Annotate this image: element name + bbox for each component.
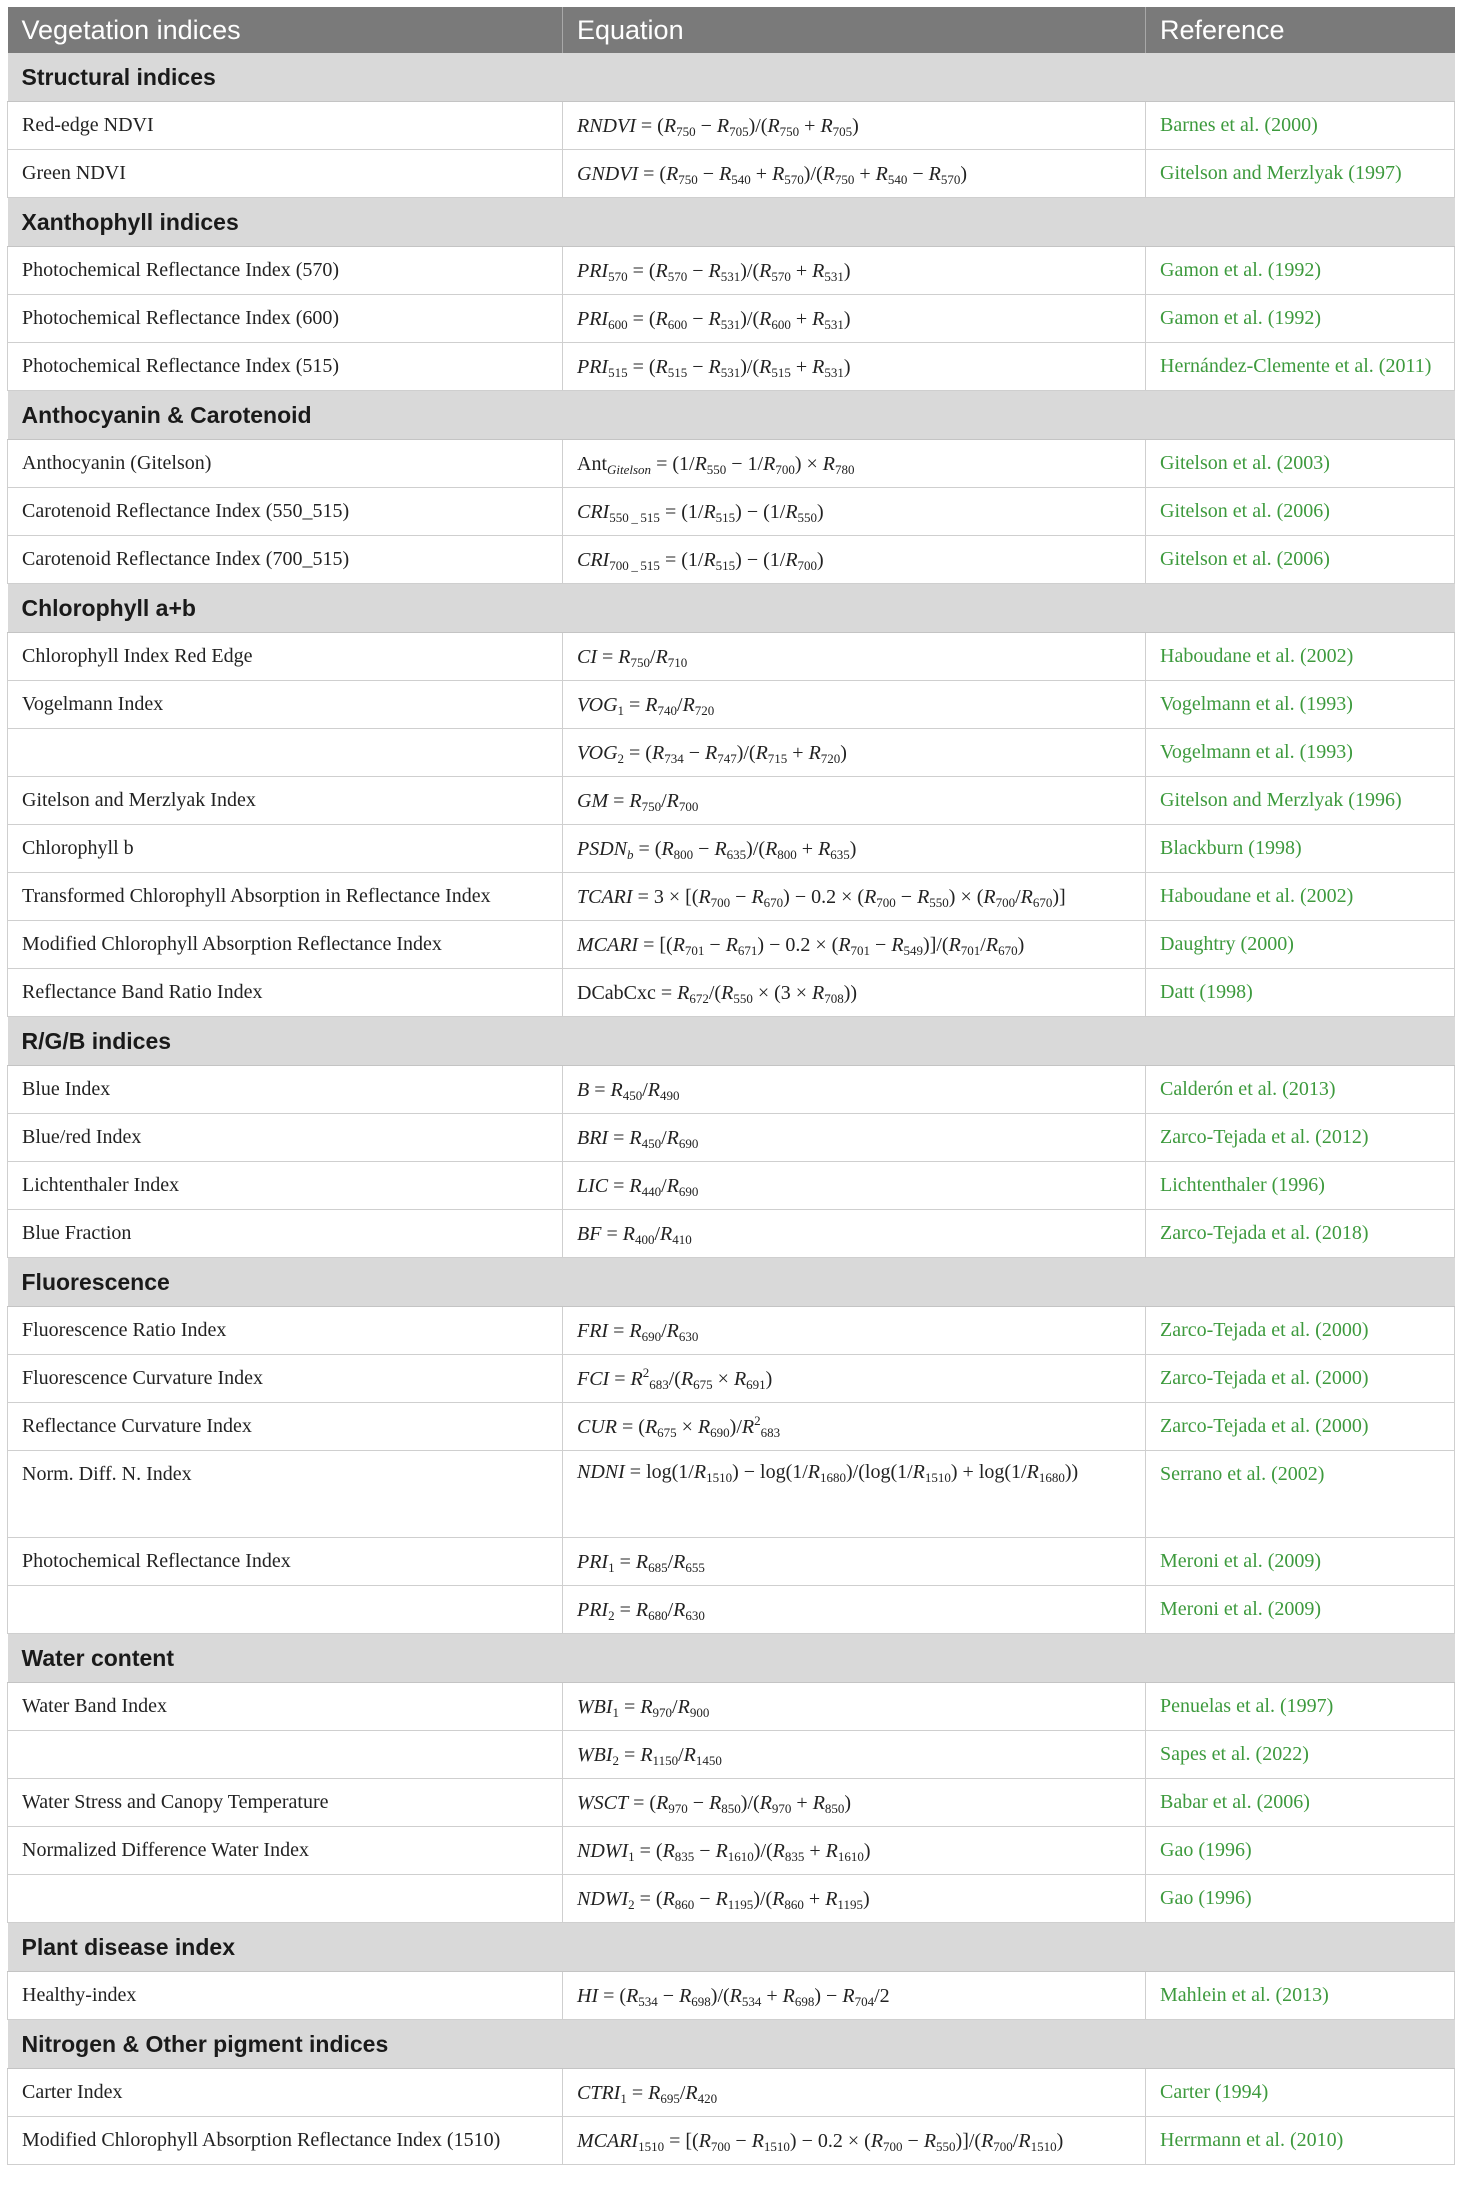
- equation-cell: TCARI = $3 \times [(R_{700} - R_{670}) - 0.2 \times (R_{700} - R_{550}) \times (R_{700}/R_{670})]$: [563, 873, 1146, 921]
- index-name-cell: Carter Index: [8, 2069, 563, 2117]
- index-name-cell: Photochemical Reflectance Index (570): [8, 247, 563, 295]
- equation-cell: HI = $(R_{534} - R_{698})/(R_{534} + R_{698}) - R_{704}/2$: [563, 1972, 1146, 2020]
- index-name-cell: Carotenoid Reflectance Index (550_515): [8, 488, 563, 536]
- index-name-cell: Water Stress and Canopy Temperature: [8, 1779, 563, 1827]
- index-name-cell: Photochemical Reflectance Index: [8, 1538, 563, 1586]
- equation-cell: CI = $R_{750}/R_{710}$: [563, 633, 1146, 681]
- section-row-anthocyanin-carotenoid: [8, 391, 1455, 440]
- equation-cell: $Ant_{Gitelson} = (1/R_{550} - 1/R_{700}) \times R_{780}$: [563, 440, 1146, 488]
- equation-cell: $PRI_1 = R_{685}/R_{655}$: [563, 1538, 1146, 1586]
- reference-link[interactable]: Herrmann et al. (2010): [1146, 2117, 1455, 2165]
- index-name-cell: [8, 1875, 563, 1923]
- table-row: [8, 102, 1455, 150]
- equation-cell: $PSDN_b = (R_{800} - R_{635})/(R_{800} + R_{635})$: [563, 825, 1146, 873]
- vegetation-indices-table: [7, 7, 1455, 2165]
- index-name-cell: Water Band Index: [8, 1683, 563, 1731]
- table-row: [8, 873, 1455, 921]
- header-reference: Reference: [1146, 7, 1455, 53]
- reference-link[interactable]: Barnes et al. (2000): [1146, 102, 1455, 150]
- index-name-cell: Healthy-index: [8, 1972, 563, 2020]
- reference-link[interactable]: Meroni et al. (2009): [1146, 1586, 1455, 1634]
- reference-link[interactable]: Gitelson and Merzlyak (1997): [1146, 150, 1455, 198]
- equation-cell: $VOG_2 = (R_{734} - R_{747})/(R_{715} + R_{720})$: [563, 729, 1146, 777]
- reference-link[interactable]: Sapes et al. (2022): [1146, 1731, 1455, 1779]
- reference-link[interactable]: Vogelmann et al. (1993): [1146, 681, 1455, 729]
- reference-link[interactable]: Zarco-Tejada et al. (2000): [1146, 1307, 1455, 1355]
- table-row: [8, 1403, 1455, 1451]
- equation-cell: $CRI_{700 \_ 515} = (1/R_{515}) - (1/R_{700})$: [563, 536, 1146, 584]
- equation-cell: $PRI_{515} = (R_{515} - R_{531})/(R_{515} + R_{531})$: [563, 343, 1146, 391]
- section-row-xanthophyll-indices: [8, 198, 1455, 247]
- reference-link[interactable]: Serrano et al. (2002): [1146, 1451, 1455, 1538]
- index-name-cell: Norm. Diff. N. Index: [8, 1451, 563, 1538]
- reference-link[interactable]: Gao (1996): [1146, 1827, 1455, 1875]
- equation-cell: $PRI_2 = R_{680}/R_{630}$: [563, 1586, 1146, 1634]
- table-row: [8, 2069, 1455, 2117]
- reference-link[interactable]: Lichtenthaler (1996): [1146, 1162, 1455, 1210]
- section-row-water-content: [8, 1634, 1455, 1683]
- reference-link[interactable]: Zarco-Tejada et al. (2018): [1146, 1210, 1455, 1258]
- section-title: Nitrogen & Other pigment indices: [8, 2020, 1455, 2069]
- section-row-fluorescence: [8, 1258, 1455, 1307]
- table-header: [8, 7, 1455, 53]
- table-row: [8, 777, 1455, 825]
- table-row: [8, 681, 1455, 729]
- table-row: [8, 969, 1455, 1017]
- section-row-nitrogen-other-pigment-indices: [8, 2020, 1455, 2069]
- section-title: Chlorophyll a+b: [8, 584, 1455, 633]
- reference-link[interactable]: Gitelson et al. (2003): [1146, 440, 1455, 488]
- section-row-structural-indices: [8, 53, 1455, 102]
- header-equation: Equation: [563, 7, 1146, 53]
- table-row: [8, 1683, 1455, 1731]
- section-row-plant-disease-index: [8, 1923, 1455, 1972]
- equation-cell: CUR = $(R_{675} \times R_{690})/R^2_{683}$: [563, 1403, 1146, 1451]
- table-row: [8, 1875, 1455, 1923]
- section-title: Xanthophyll indices: [8, 198, 1455, 247]
- equation-cell: $CRI_{550 \_ 515} = (1/R_{515}) - (1/R_{550})$: [563, 488, 1146, 536]
- table-row: [8, 1972, 1455, 2020]
- index-name-cell: [8, 729, 563, 777]
- index-name-cell: Red-edge NDVI: [8, 102, 563, 150]
- section-title: Structural indices: [8, 53, 1455, 102]
- reference-link[interactable]: Gitelson et al. (2006): [1146, 488, 1455, 536]
- table-row: [8, 1066, 1455, 1114]
- equation-cell: MCARI = $[(R_{701} - R_{671}) - 0.2 \times (R_{701} - R_{549})]/(R_{701}/R_{670})$: [563, 921, 1146, 969]
- index-name-cell: Chlorophyll b: [8, 825, 563, 873]
- index-name-cell: Gitelson and Merzlyak Index: [8, 777, 563, 825]
- index-name-cell: Vogelmann Index: [8, 681, 563, 729]
- reference-link[interactable]: Gao (1996): [1146, 1875, 1455, 1923]
- equation-cell: $CTRI_1 = R_{695}/R_{420}$: [563, 2069, 1146, 2117]
- index-name-cell: Fluorescence Curvature Index: [8, 1355, 563, 1403]
- vegetation-indices-table-container: [7, 7, 1454, 2165]
- equation-cell: $B = R_{450}/R_{490}$: [563, 1066, 1146, 1114]
- reference-link[interactable]: Zarco-Tejada et al. (2012): [1146, 1114, 1455, 1162]
- equation-cell: $MCARI_{1510} = [(R_{700} - R_{1510}) - 0.2 \times (R_{700} - R_{550})]/(R_{700}/R_{1510})$: [563, 2117, 1146, 2165]
- reference-link[interactable]: Daughtry (2000): [1146, 921, 1455, 969]
- table-row: [8, 343, 1455, 391]
- index-name-cell: Chlorophyll Index Red Edge: [8, 633, 563, 681]
- equation-cell: $NDWI_2 = (R_{860} - R_{1195})/(R_{860} + R_{1195})$: [563, 1875, 1146, 1923]
- section-row-chlorophyll-a-b: [8, 584, 1455, 633]
- index-name-cell: Reflectance Band Ratio Index: [8, 969, 563, 1017]
- index-name-cell: Photochemical Reflectance Index (515): [8, 343, 563, 391]
- section-title: R/G/B indices: [8, 1017, 1455, 1066]
- equation-cell: FRI = $R_{690}/R_{630}$: [563, 1307, 1146, 1355]
- table-row: [8, 1355, 1455, 1403]
- table-row: [8, 1586, 1455, 1634]
- reference-link[interactable]: Zarco-Tejada et al. (2000): [1146, 1355, 1455, 1403]
- index-name-cell: Fluorescence Ratio Index: [8, 1307, 563, 1355]
- equation-cell: $PRI_{570} = (R_{570} - R_{531})/(R_{570} + R_{531})$: [563, 247, 1146, 295]
- index-name-cell: Reflectance Curvature Index: [8, 1403, 563, 1451]
- section-title: Plant disease index: [8, 1923, 1455, 1972]
- reference-link[interactable]: Haboudane et al. (2002): [1146, 633, 1455, 681]
- index-name-cell: Normalized Difference Water Index: [8, 1827, 563, 1875]
- equation-cell: BF = $R_{400}/R_{410}$: [563, 1210, 1146, 1258]
- section-row-r-g-b-indices: [8, 1017, 1455, 1066]
- table-row: [8, 1210, 1455, 1258]
- reference-link[interactable]: Calderón et al. (2013): [1146, 1066, 1455, 1114]
- table-row: [8, 1451, 1455, 1538]
- section-title: Water content: [8, 1634, 1455, 1683]
- equation-cell: FCI = $R^2_{683}/(R_{675} \times R_{691})$: [563, 1355, 1146, 1403]
- index-name-cell: Anthocyanin (Gitelson): [8, 440, 563, 488]
- reference-link[interactable]: Meroni et al. (2009): [1146, 1538, 1455, 1586]
- header-vegetation-indices: Vegetation indices: [8, 7, 563, 53]
- equation-cell: LIC = $R_{440}/R_{690}$: [563, 1162, 1146, 1210]
- table-body: [8, 53, 1455, 2165]
- table-row: [8, 247, 1455, 295]
- section-title: Fluorescence: [8, 1258, 1455, 1307]
- index-name-cell: Transformed Chlorophyll Absorption in Reflectance Index: [8, 873, 563, 921]
- equation-cell: $NDWI_1 = (R_{835} - R_{1610})/(R_{835} + R_{1610})$: [563, 1827, 1146, 1875]
- table-row: [8, 150, 1455, 198]
- reference-link[interactable]: Gitelson et al. (2006): [1146, 536, 1455, 584]
- equation-cell: $WBI_1 = R_{970}/R_{900}$: [563, 1683, 1146, 1731]
- index-name-cell: Modified Chlorophyll Absorption Reflectance Index: [8, 921, 563, 969]
- table-row: [8, 1731, 1455, 1779]
- section-title: Anthocyanin & Carotenoid: [8, 391, 1455, 440]
- table-row: [8, 633, 1455, 681]
- index-name-cell: Blue Fraction: [8, 1210, 563, 1258]
- table-row: [8, 488, 1455, 536]
- table-row: [8, 1779, 1455, 1827]
- equation-cell: DCabCxc = $R_{672}/(R_{550} \times (3 \times R_{708}))$: [563, 969, 1146, 1017]
- reference-link[interactable]: Carter (1994): [1146, 2069, 1455, 2117]
- reference-link[interactable]: Hernández-Clemente et al. (2011): [1146, 343, 1455, 391]
- index-name-cell: Blue Index: [8, 1066, 563, 1114]
- reference-link[interactable]: Penuelas et al. (1997): [1146, 1683, 1455, 1731]
- table-row: [8, 825, 1455, 873]
- equation-cell: NDNI = $\log(1/R_{1510}) - \log(1/R_{1680})/(\log(1/R_{1510}) + \log(1/R_{1680}))$: [563, 1451, 1146, 1538]
- equation-cell: $VOG_1 = R_{740}/R_{720}$: [563, 681, 1146, 729]
- index-name-cell: Lichtenthaler Index: [8, 1162, 563, 1210]
- table-row: [8, 2117, 1455, 2165]
- index-name-cell: Green NDVI: [8, 150, 563, 198]
- table-row: [8, 536, 1455, 584]
- index-name-cell: Blue/red Index: [8, 1114, 563, 1162]
- table-row: [8, 729, 1455, 777]
- reference-link[interactable]: Datt (1998): [1146, 969, 1455, 1017]
- index-name-cell: Photochemical Reflectance Index (600): [8, 295, 563, 343]
- reference-link[interactable]: Haboudane et al. (2002): [1146, 873, 1455, 921]
- reference-link[interactable]: Gitelson and Merzlyak (1996): [1146, 777, 1455, 825]
- index-name-cell: [8, 1586, 563, 1634]
- reference-link[interactable]: Blackburn (1998): [1146, 825, 1455, 873]
- index-name-cell: [8, 1731, 563, 1779]
- table-row: [8, 1162, 1455, 1210]
- reference-link[interactable]: Vogelmann et al. (1993): [1146, 729, 1455, 777]
- reference-link[interactable]: Babar et al. (2006): [1146, 1779, 1455, 1827]
- reference-link[interactable]: Gamon et al. (1992): [1146, 247, 1455, 295]
- equation-cell: $PRI_{600} = (R_{600} - R_{531})/(R_{600} + R_{531})$: [563, 295, 1146, 343]
- table-row: [8, 1307, 1455, 1355]
- table-row: [8, 1538, 1455, 1586]
- equation-cell: BRI = $R_{450}/R_{690}$: [563, 1114, 1146, 1162]
- index-name-cell: Carotenoid Reflectance Index (700_515): [8, 536, 563, 584]
- reference-link[interactable]: Zarco-Tejada et al. (2000): [1146, 1403, 1455, 1451]
- table-row: [8, 921, 1455, 969]
- table-row: [8, 1827, 1455, 1875]
- table-row: [8, 440, 1455, 488]
- equation-cell: RNDVI = $(R_{750} - R_{705})/(R_{750} + R_{705})$: [563, 102, 1146, 150]
- reference-link[interactable]: Mahlein et al. (2013): [1146, 1972, 1455, 2020]
- equation-cell: GM = $R_{750}/R_{700}$: [563, 777, 1146, 825]
- equation-cell: $WBI_2 = R_{1150}/R_{1450}$: [563, 1731, 1146, 1779]
- table-row: [8, 295, 1455, 343]
- reference-link[interactable]: Gamon et al. (1992): [1146, 295, 1455, 343]
- equation-cell: GNDVI = $(R_{750} - R_{540} + R_{570})/(R_{750} + R_{540} - R_{570})$: [563, 150, 1146, 198]
- index-name-cell: Modified Chlorophyll Absorption Reflectance Index (1510): [8, 2117, 563, 2165]
- table-row: [8, 1114, 1455, 1162]
- equation-cell: WSCT = $(R_{970} - R_{850})/(R_{970} + R_{850})$: [563, 1779, 1146, 1827]
